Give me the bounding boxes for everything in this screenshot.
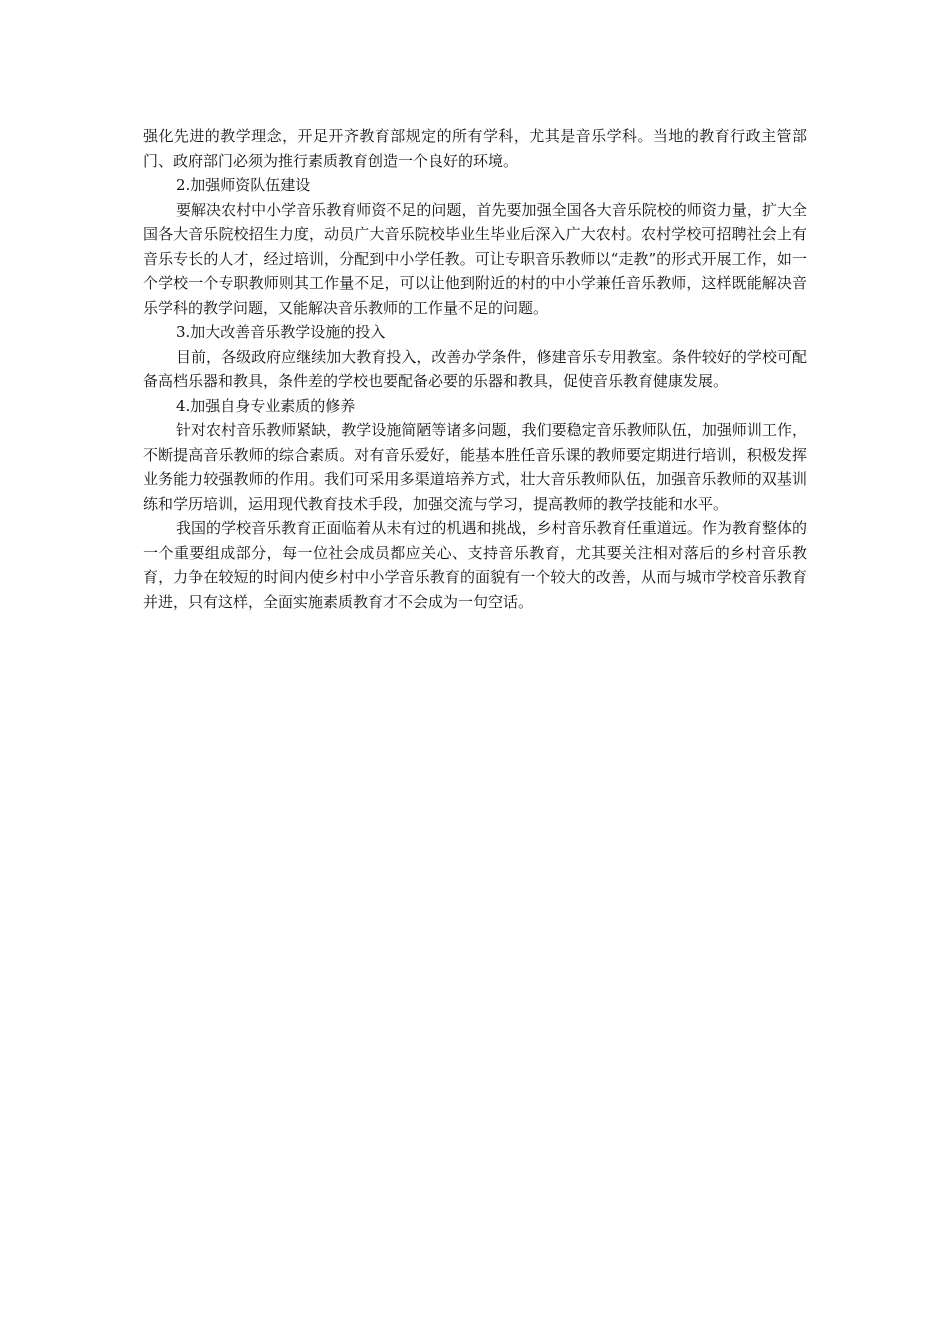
paragraph-professional-quality: 针对农村音乐教师紧缺，教学设施简陋等诸多问题，我们要稳定音乐教师队伍，加强师训工作，不断提高音乐教师的综合素质。对有音乐爱好，能基本胜任音乐课的教师要定期进行培训，积极发挥业务能力较强教师的作用。我们可采用多渠道培养方式，壮大音乐教师队伍，加强音乐教师的双基训练和学历培训，运用现代教育技术手段，加强交流与学习，提高教师的教学技能和水平。 [143, 421, 807, 513]
section-heading-professional-quality: 4.加强自身专业素质的修养 [176, 396, 356, 415]
section-heading-facilities: 3.加大改善音乐教学设施的投入 [176, 323, 386, 341]
paragraph-facilities: 目前，各级政府应继续加大教育投入，改善办学条件，修建音乐专用教室。条件较好的学校可配备高档乐器和教具，条件差的学校也要配备必要的乐器和教具，促使音乐教育健康发展。 [143, 347, 807, 390]
paragraph-teacher-team: 要解决农村中小学音乐教育师资不足的问题，首先要加强全国各大音乐院校的师资力量，扩大全国各大音乐院校招生力度，动员广大音乐院校毕业生毕业后深入广大农村。农村学校可招聘社会上有音乐专长的人才，经过培训，分配到中小学任教。可让专职音乐教师以“走教”的形式开展工作，如一个学校一个专职教师则其工作量不足，可以让他到附近的村的中小学兼任音乐教师，这样既能解决音乐学科的教学问题，又能解决音乐教师的工作量不足的问题。 [143, 200, 807, 317]
section-heading-teacher-team: 2.加强师资队伍建设 [176, 176, 311, 194]
paragraph-conclusion: 我国的学校音乐教育正面临着从未有过的机遇和挑战，乡村音乐教育任重道远。作为教育整体的一个重要组成部分，每一位社会成员都应关心、支持音乐教育，尤其要关注相对落后的乡村音乐教育，力争在较短的时间内使乡村中小学音乐教育的面貌有一个较大的改善，从而与城市学校音乐教育并进，只有这样，全面实施素质教育才不会成为一句空话。 [143, 519, 807, 611]
paragraph-intro-continuation: 强化先进的教学理念，开足开齐教育部规定的所有学科，尤其是音乐学科。当地的教育行政主管部门、政府部门必须为推行素质教育创造一个良好的环境。 [143, 127, 807, 170]
document-body [143, 124, 807, 614]
